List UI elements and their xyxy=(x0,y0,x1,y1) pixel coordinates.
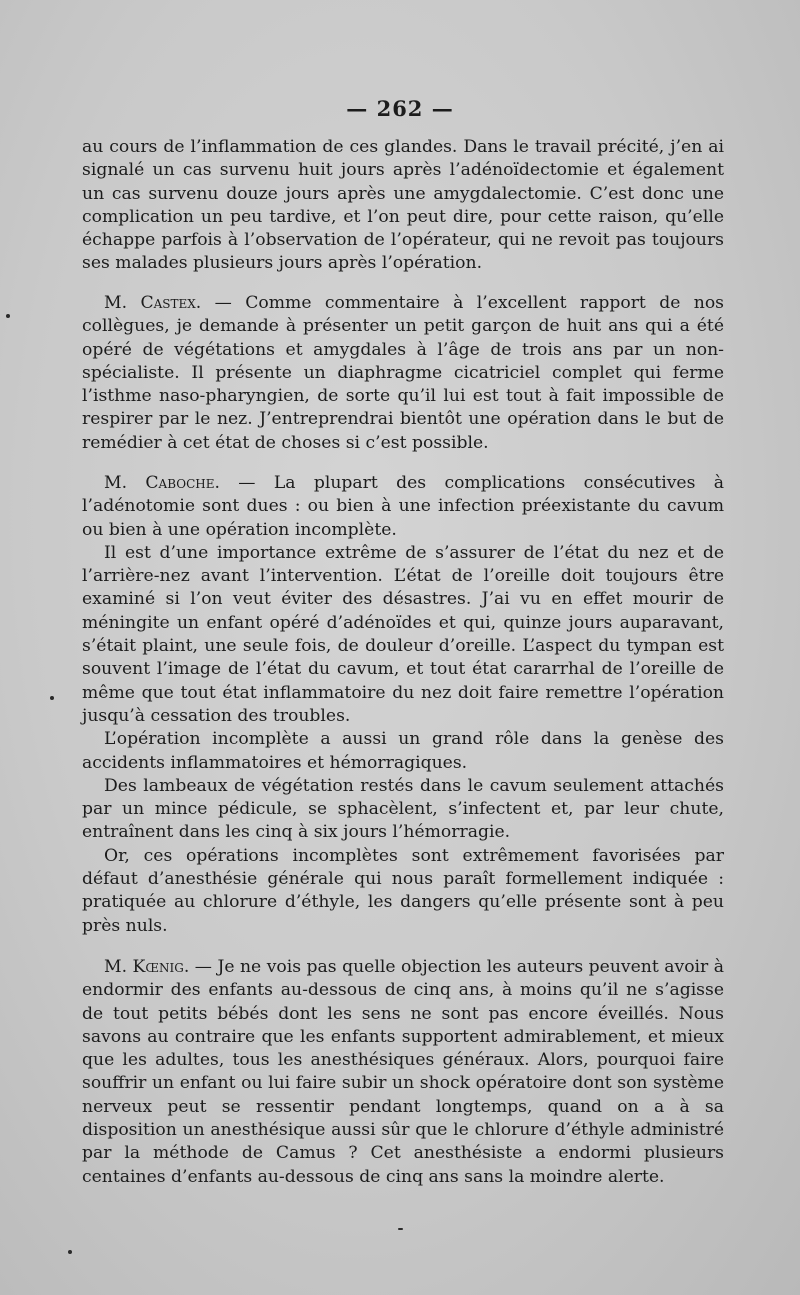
page-number: — 262 — xyxy=(346,96,454,121)
paragraph-text: Il est d’une importance extrême de s’assurer de l’état du nez et de l’arrière-nez avant l’intervention. L’état de l’oreille doit toujours être examiné si l’on veut éviter des désastres. J’ai vu en effet mourir de méningite un enfant opéré d’adénoïdes et qui, quinze jours auparavant, s’était plaint, une seule fois, de douleur d’oreille. L’aspect du tympan est souvent l’image de l’état du cavum, et tout état cararrhal de l’oreille de même que tout état inflammatoire du nez doit faire remettre l’opération jusqu’à cessation des troubles. xyxy=(82,542,724,726)
paragraph-text: L’opération incomplète a aussi un grand rôle dans la genèse des accidents inflammatoires et hémorragiques. xyxy=(82,729,724,773)
paragraph-continuation xyxy=(82,136,724,276)
paragraph-koenig xyxy=(82,956,724,1189)
paragraph-text: — Je ne vois pas quelle objection les auteurs peuvent avoir à endormir des enfants au-dessous de cinq ans, à moins qu’il ne s’agisse de tout petits bébés dont les sens ne sont pas encore éveillés. Nous savons au contraire que les enfants supportent admirablement, et mieux que les adultes, tous les anesthésiques généraux. Alors, pourquoi faire souffrir un enfant ou lui faire subir un shock opératoire dont son système nerveux peut se ressentir pendant longtemps, quand on a à sa disposition un anesthésique aussi sûr que le chlorure d’éthyle administré par la méthode de Camus ? Cet anesthésiste a endormi plusieurs centaines d’enfants au-dessous de cinq ans sans la moindre alerte. xyxy=(82,957,724,1187)
speaker-name: M. Caboche. xyxy=(104,473,220,493)
paragraph-text: au cours de l’inflammation de ces glandes. Dans le travail précité, j’en ai signalé un cas survenu huit jours après l’adénoïdectomie et également un cas survenu douze jours après une amygdalectomie. C’est donc une complication un peu tardive, et l’on peut dire, pour cette raison, qu’elle échappe parfois à l’observation de l’opérateur, qui ne revoit pas toujours ses malades plusieurs jours après l’opération. xyxy=(82,137,724,274)
print-speck xyxy=(50,696,54,700)
speaker-name: M. Castex. xyxy=(104,293,202,313)
speaker-name: M. Kœnig. xyxy=(104,957,190,977)
paragraph-caboche xyxy=(82,472,724,938)
print-speck xyxy=(68,1250,72,1254)
paragraph-castex xyxy=(82,292,724,455)
paragraph-text: — Comme commentaire à l’excellent rapport de nos collègues, je demande à présenter un petit garçon de huit ans qui a été opéré de végétations et amygdales à l’âge de trois ans par un non-spécialiste. Il présente un diaphragme cicatriciel complet qui ferme l’isthme naso-pharyngien, de sorte qu’il lui est tout à fait impossible de respirer par le nez. J’entreprendrai bientôt une opération dans le but de remédier à cet état de choses si c’est possible. xyxy=(82,293,724,453)
paragraph-text: Or, ces opérations incomplètes sont extrêmement favorisées par défaut d’anesthésie générale qui nous paraît formellement indiquée : pratiquée au chlorure d’éthyle, les dangers qu’elle présente sont à peu près nuls. xyxy=(82,845,724,936)
paragraph-text: Des lambeaux de végétation restés dans le cavum seulement attachés par un mince pédicule, se sphacèlent, s’infectent et, par leur chute, entraînent dans les cinq à six jours l’hémorragie. xyxy=(82,775,724,843)
print-speck xyxy=(398,1228,403,1230)
paragraph-text: — La plupart des complications consécutives à l’adénotomie sont dues : ou bien à une infection préexistante du cavum ou bien à une opération incomplète. xyxy=(82,473,724,540)
print-speck xyxy=(6,314,10,318)
